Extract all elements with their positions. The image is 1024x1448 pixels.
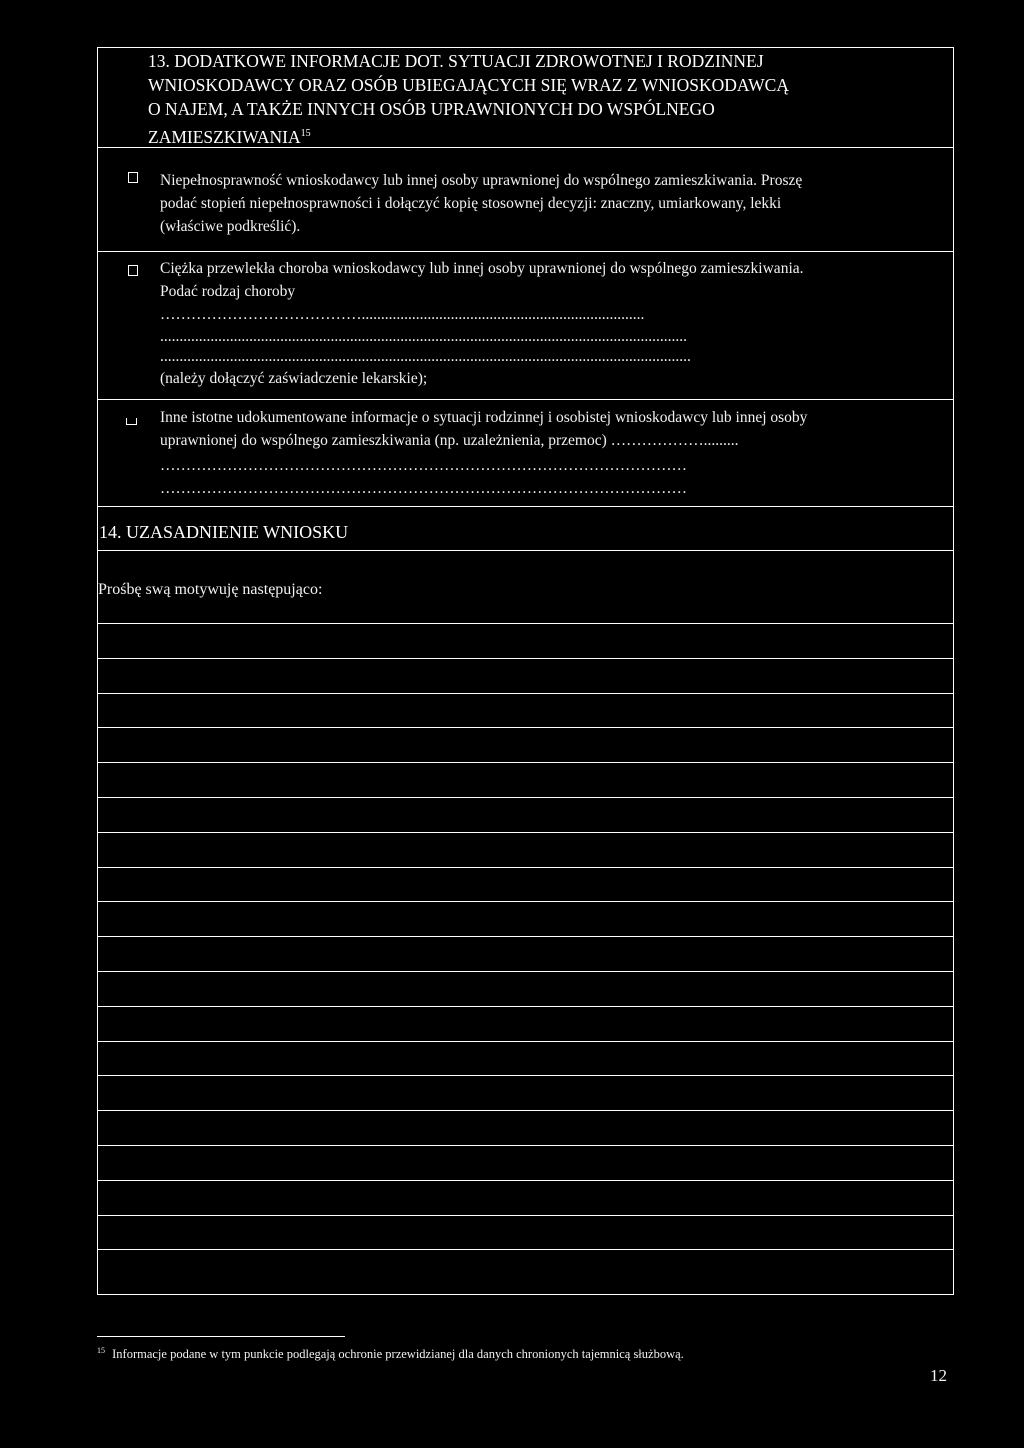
chronic-illness-text-line-2: Podać rodzaj choroby — [160, 283, 296, 300]
disability-checkbox[interactable] — [128, 172, 138, 183]
disability-text-line-2: podać stopień niepełnosprawności i dołączyć kopię stosownej decyzji: znaczny, umiarkowany, lekki — [160, 195, 782, 212]
justification-line[interactable] — [97, 658, 954, 659]
justification-line[interactable] — [97, 1145, 954, 1146]
justification-line[interactable] — [97, 1249, 954, 1250]
justification-line[interactable] — [97, 1075, 954, 1076]
justification-line[interactable] — [97, 971, 954, 972]
chronic-illness-checkbox[interactable] — [128, 265, 138, 276]
justification-line[interactable] — [97, 1006, 954, 1007]
justification-line[interactable] — [97, 727, 954, 728]
other-info-text-line-2: uprawnionej do wspólnego zamieszkiwania (np. uzależnienia, przemoc) ………………......... — [160, 432, 739, 449]
footnote-number: 15 — [97, 1346, 105, 1355]
section-13-title-line-1: 13. DODATKOWE INFORMACJE DOT. SYTUACJI ZDROWOTNEJ I RODZINNEJ — [148, 51, 764, 71]
section-14-title: 14. UZASADNIENIE WNIOSKU — [99, 522, 349, 542]
justification-line[interactable] — [97, 1110, 954, 1111]
section-13-title-line-2: WNIOSKODAWCY ORAZ OSÓB UBIEGAJĄCYCH SIĘ WRAZ Z WNIOSKODAWCĄ — [148, 75, 789, 95]
footnote-separator — [97, 1336, 345, 1337]
other-info-text-line-1: Inne istotne udokumentowane informacje o sytuacji rodzinnej i osobistej wnioskodawcy lub innej osoby — [160, 409, 808, 426]
footnote — [97, 1346, 684, 1362]
chronic-illness-text-line-1: Ciężka przewlekła choroba wnioskodawcy lub innej osoby uprawnionej do wspólnego zamieszkiwania. — [160, 260, 804, 277]
footnote-text: Informacje podane w tym punkcie podlegają ochronie przewidzianej dla danych chronionych tajemnicą służbową. — [112, 1347, 684, 1362]
justification-line[interactable] — [97, 1180, 954, 1181]
disability-text-line-3: (właściwe podkreślić). — [160, 218, 301, 235]
justification-line[interactable] — [97, 936, 954, 937]
illness-dotted-line-3[interactable]: ......................................................................................................................................... — [160, 348, 691, 365]
justification-line[interactable] — [97, 1041, 954, 1042]
other-info-checkbox[interactable] — [126, 418, 137, 425]
justification-prompt: Prośbę swą motywuję następująco: — [98, 581, 323, 598]
justification-line[interactable] — [97, 623, 954, 624]
section-13-divider — [97, 147, 954, 148]
item-divider-1 — [97, 251, 954, 252]
justification-line[interactable] — [97, 832, 954, 833]
section-14-divider — [97, 550, 954, 551]
justification-line[interactable] — [97, 867, 954, 868]
page-number: 12 — [930, 1366, 947, 1385]
other-info-dotted-line-2[interactable]: ………………………………………………………………………………………… — [160, 480, 687, 497]
chronic-illness-note: (należy dołączyć zaświadczenie lekarskie); — [160, 370, 428, 387]
disability-text-line-1: Niepełnosprawność wnioskodawcy lub innej osoby uprawnionej do wspólnego zamieszkiwania. Proszę — [160, 172, 803, 189]
illness-dotted-line-2[interactable]: ........................................................................................................................................ — [160, 328, 687, 345]
footnote-reference: 15 — [300, 128, 311, 139]
justification-line[interactable] — [97, 693, 954, 694]
section-13-title-line-3: O NAJEM, A TAKŻE INNYCH OSÓB UPRAWNIONYCH DO WSPÓLNEGO — [148, 99, 715, 119]
justification-line[interactable] — [97, 901, 954, 902]
other-info-dotted-line-1[interactable]: ………………………………………………………………………………………… — [160, 457, 687, 474]
section-13-title-line-4: ZAMIESZKIWANIA$^{15}$ — [148, 126, 311, 147]
justification-line[interactable] — [97, 797, 954, 798]
illness-dotted-line-1[interactable]: …………………………………......................................................................... — [160, 306, 645, 323]
item-divider-2 — [97, 399, 954, 400]
justification-line[interactable] — [97, 1215, 954, 1216]
justification-line[interactable] — [97, 762, 954, 763]
